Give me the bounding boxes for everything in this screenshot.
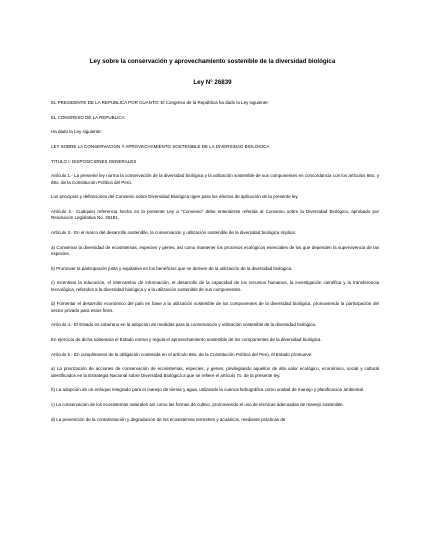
article-3: Artículo 3.- En el marco del desarrollo sostenible, la conservación y utilización sostenible de la diversidad biológica implica: bbox=[51, 230, 296, 236]
article-3-item-a: a) Conservar la diversidad de ecosistemas, especies y genes, así como mantener los procesos ecológicos esenciales de los que dependen la supervivencia de las especies. bbox=[51, 244, 379, 257]
article-2: Artículo 2.- Cualquier referencia hecha en la presente Ley a "Convenio" debe entenderse referida al Convenio sobre la Diversidad Biológica, aprobado por Resolución Legislativa No. 26181. bbox=[51, 209, 379, 221]
article-4: Artículo 4.- El Estado es soberano en la adopción de medidas para la conservación y utilización sostenible de la diversidad biológica. bbox=[51, 322, 317, 328]
article-5-item-b: b) La adopción de un enfoque integrado para el manejo de tierras y agua, utilizando la cuenca hidrográfica como unidad de manejo y planificación ambiental. bbox=[51, 387, 365, 393]
article-3-item-c: c) Incentivar la educación, el intercambio de información, el desarrollo de la capacidad de los recursos humanos, la investigación científica y la transferencia tecnológica, referidos a la diversidad biológica y a la utilización sostenible de sus componentes. bbox=[51, 280, 379, 292]
enactment-line: Ha dado la Ley siguiente: bbox=[51, 129, 102, 135]
title-heading: TITULO I: DISPOSICIONES GENERALES bbox=[51, 158, 137, 164]
article-5-item-d: d) La prevención de la contaminación y degradación de los ecosistemas terrestres y acuáticos, mediante prácticas de bbox=[51, 416, 286, 422]
document-body bbox=[51, 100, 379, 432]
congress-heading: EL CONGRESO DE LA REPUBLICA bbox=[51, 114, 125, 120]
article-3-item-d: d) Fomentar el desarrollo económico del país en base a la utilización sostenible de los componentes de la diversidad biológica, promoviendo la participación del sector privado para estos fines. bbox=[51, 301, 379, 313]
law-number: Ley N° 26839 bbox=[193, 79, 232, 86]
article-5: Artículo 5.- En cumplimiento de la obligación contenida en el artículo 68o. de la Constitución Política del Perú, el Estado promueve: bbox=[51, 351, 313, 357]
law-heading: LEY SOBRE LA CONSERVACION Y APROVECHAMIENTO SOSTENIBLE DE LA DIVERSIDAD BIOLOGICA bbox=[51, 144, 270, 150]
article-5-item-c: c) La conservación de los ecosistemas naturales así como las formas de cultivo, promoviendo el uso de técnicas adecuadas de manejo sostenible. bbox=[51, 402, 344, 408]
article-1-paragraph-2: Los principios y definiciones del Convenio sobre Diversidad Biológica rigen para los efectos de aplicación de la presente ley. bbox=[51, 194, 299, 200]
document-title: Ley sobre la conservación y aprovechamiento sostenible de la diversidad biológica bbox=[89, 58, 336, 65]
article-3-item-b: b) Promover la participación justa y equitativa en los beneficios que se deriven de la utilización de la diversidad biológica. bbox=[51, 265, 293, 271]
article-5-item-a: a) La priorización de acciones de conservación de ecosistemas, especies, y genes, privilegiando aquellos de alto valor ecológico, económico, social y cultural identificados en la Estrategia Nacional sobre Diversidad Biológica a que se refiere el artículo 7o. de la presente ley. bbox=[51, 366, 379, 378]
article-1: Artículo 1.- La presente ley norma la conservación de la diversidad biológica y la utilización sostenible de sus componentes en concordancia con los artículos 66o. y 68o. de la Constitución Política del Perú. bbox=[51, 173, 379, 185]
article-4-paragraph-2: En ejercicio de dicha soberanía el Estado norma y regula el aprovechamiento sostenible de los componentes de la diversidad biológica. bbox=[51, 337, 322, 343]
preamble: EL PRESIDENTE DE LA REPUBLICA POR CUANTO: El Congreso de la República ha dado la Ley siguiente: bbox=[51, 100, 269, 105]
